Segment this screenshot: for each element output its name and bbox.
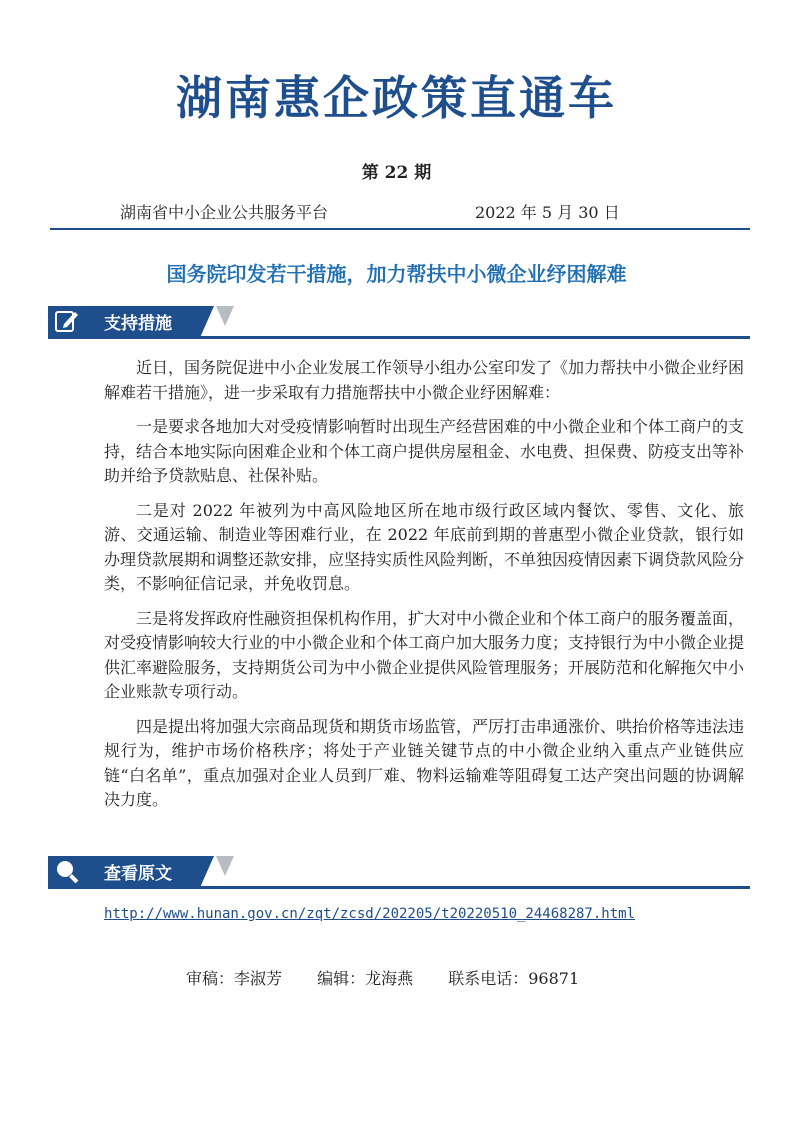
paragraph: 近日，国务院促进中小企业发展工作领导小组办公室印发了《加力帮扶中小微企业纾困解难若干措施》，进一步采取有力措施帮扶中小微企业纾困解难： (104, 358, 745, 402)
contact-phone: 联系电话：96871 (448, 969, 580, 988)
masthead-title: 湖南惠企政策直通车 (176, 71, 617, 125)
section-underline (48, 886, 750, 889)
section-title: 支持措施 (104, 314, 172, 334)
paragraph: 四是提出将加强大宗商品现货和期货市场监管，严厉打击串通涨价、哄抬价格等违法违规行为，维护市场价格秩序；将处于产业链关键节点的中小微企业纳入重点产业链供应链“白名单”，重点加强对企业人员到厂难、物料运输难等阻碍复工达产突出问题的协调解决力度。 (104, 716, 745, 809)
section-underline (48, 336, 750, 339)
tab-decoration (216, 856, 234, 876)
paragraph: 三是将发挥政府性融资担保机构作用，扩大对中小微企业和个体工商户的服务覆盖面，对受疫情影响较大行业的中小微企业和个体工商户加大服务力度；支持银行为中小微企业提供汇率避险服务，支持期货公司为中小微企业提供风险管理服务；开展防范和化解拖欠中小企业账款专项行动。 (104, 608, 745, 701)
article-headline: 国务院印发若干措施，加力帮扶中小微企业纾困解难 (166, 262, 627, 286)
tab-decoration (216, 306, 234, 326)
section-header-source (48, 856, 750, 892)
pencil-note-icon (54, 308, 80, 334)
section-title: 查看原文 (104, 864, 172, 884)
header-divider (50, 228, 750, 230)
paragraph: 二是对 2022 年被列为中高风险地区所在地市级行政区域内餐饮、零售、文化、旅游、交通运输、制造业等困难行业，在 2022 年底前到期的普惠型小微企业贷款，银行如办理贷款展期和调整还款安排，应坚持实质性风险判断，不单独因疫情因素下调贷款风险分类，不影响征信记录，并免收罚息。 (104, 500, 745, 593)
editor: 编辑：龙海燕 (317, 969, 414, 988)
publish-date: 2022 年 5 月 30 日 (475, 203, 620, 222)
issue-number: 第 22 期 (361, 163, 432, 183)
article-body (104, 356, 744, 823)
paragraph: 一是要求各地加大对受疫情影响暂时出现生产经营困难的中小微企业和个体工商户的支持，结合本地实际向困难企业和个体工商户提供房屋租金、水电费、担保费、防疫支出等补助并给予贷款贴息、社保补贴。 (104, 417, 745, 485)
section-header-measures (48, 306, 750, 342)
reviewer: 审稿：李淑芳 (186, 969, 283, 988)
publisher: 湖南省中小企业公共服务平台 (120, 203, 329, 222)
footer-credits (186, 966, 609, 989)
source-link[interactable]: http://www.hunan.gov.cn/zqt/zcsd/202205/t20220510_24468287.html (104, 906, 636, 922)
search-icon (54, 858, 80, 884)
